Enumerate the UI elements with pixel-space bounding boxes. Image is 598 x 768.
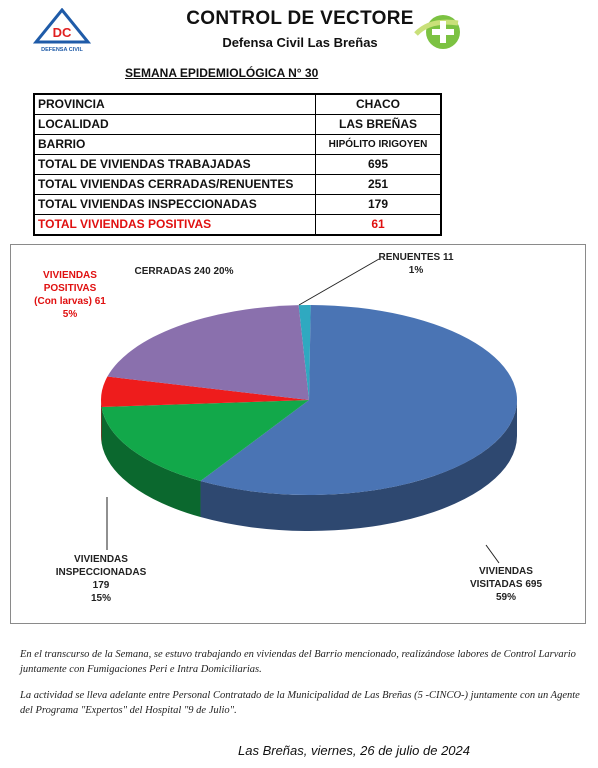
row-label: TOTAL VIVIENDAS POSITIVAS [34, 215, 316, 236]
row-label: TOTAL DE VIVIENDAS TRABAJADAS [34, 155, 316, 175]
green-plus-icon [414, 9, 464, 53]
row-label: BARRIO [34, 135, 316, 155]
table-row-positivas [34, 215, 441, 236]
paragraph-2: La actividad se lleva adelante entre Personal Contratado de la Municipalidad de Las Breñas (5 -CINCO-) juntamente con un Agente del Programa "Expertos" del Hospital "9 de Julio". [20, 690, 580, 716]
row-value: 179 [316, 195, 442, 215]
logo-text: DC [52, 25, 72, 40]
row-label: LOCALIDAD [34, 115, 316, 135]
pie-chart [10, 244, 586, 624]
label-positivas: VIVIENDAS POSITIVAS (Con larvas) 61 5% [34, 270, 106, 320]
paragraph-1: En el transcurso de la Semana, se estuvo trabajando en viviendas del Barrio mencionado, realizándose labores de Control Larvario juntamente con Fumigaciones Peri e Intra Domiciliarias. [20, 649, 576, 675]
leader-line-visitadas [486, 545, 499, 563]
table-row [34, 94, 441, 115]
row-value: 251 [316, 175, 442, 195]
defensa-civil-logo [33, 8, 91, 54]
logo-subtext: DEFENSA CIVIL [41, 47, 83, 53]
row-label: TOTAL VIVIENDAS CERRADAS/RENUENTES [34, 175, 316, 195]
row-value: 695 [316, 155, 442, 175]
info-table [33, 93, 442, 236]
table-row [34, 155, 441, 175]
row-label: PROVINCIA [34, 94, 316, 115]
row-label: TOTAL VIVIENDAS INSPECCIONADAS [34, 195, 316, 215]
semana-epidemiologica: SEMANA EPIDEMIOLÓGICA N° 30 [125, 66, 319, 80]
row-value: CHACO [316, 94, 442, 115]
label-inspeccionadas: VIVIENDAS INSPECCIONADAS 179 15% [55, 554, 147, 604]
row-value: HIPÓLITO IRIGOYEN [316, 135, 442, 155]
table-row [34, 195, 441, 215]
table-row [34, 135, 441, 155]
row-value: 61 [316, 215, 442, 236]
label-renuentes: RENUENTES 11 1% [378, 252, 454, 276]
page-title: CONTROL DE VECTORE [186, 8, 414, 29]
page-subtitle: Defensa Civil Las Breñas [222, 35, 378, 50]
label-visitadas: VIVIENDAS VISITADAS 695 59% [469, 566, 543, 603]
row-value: LAS BREÑAS [316, 115, 442, 135]
table-row [34, 175, 441, 195]
table-row [34, 115, 441, 135]
label-cerradas: CERRADAS 240 20% [134, 266, 234, 277]
report-date: Las Breñas, viernes, 26 de julio de 2024 [238, 743, 470, 758]
